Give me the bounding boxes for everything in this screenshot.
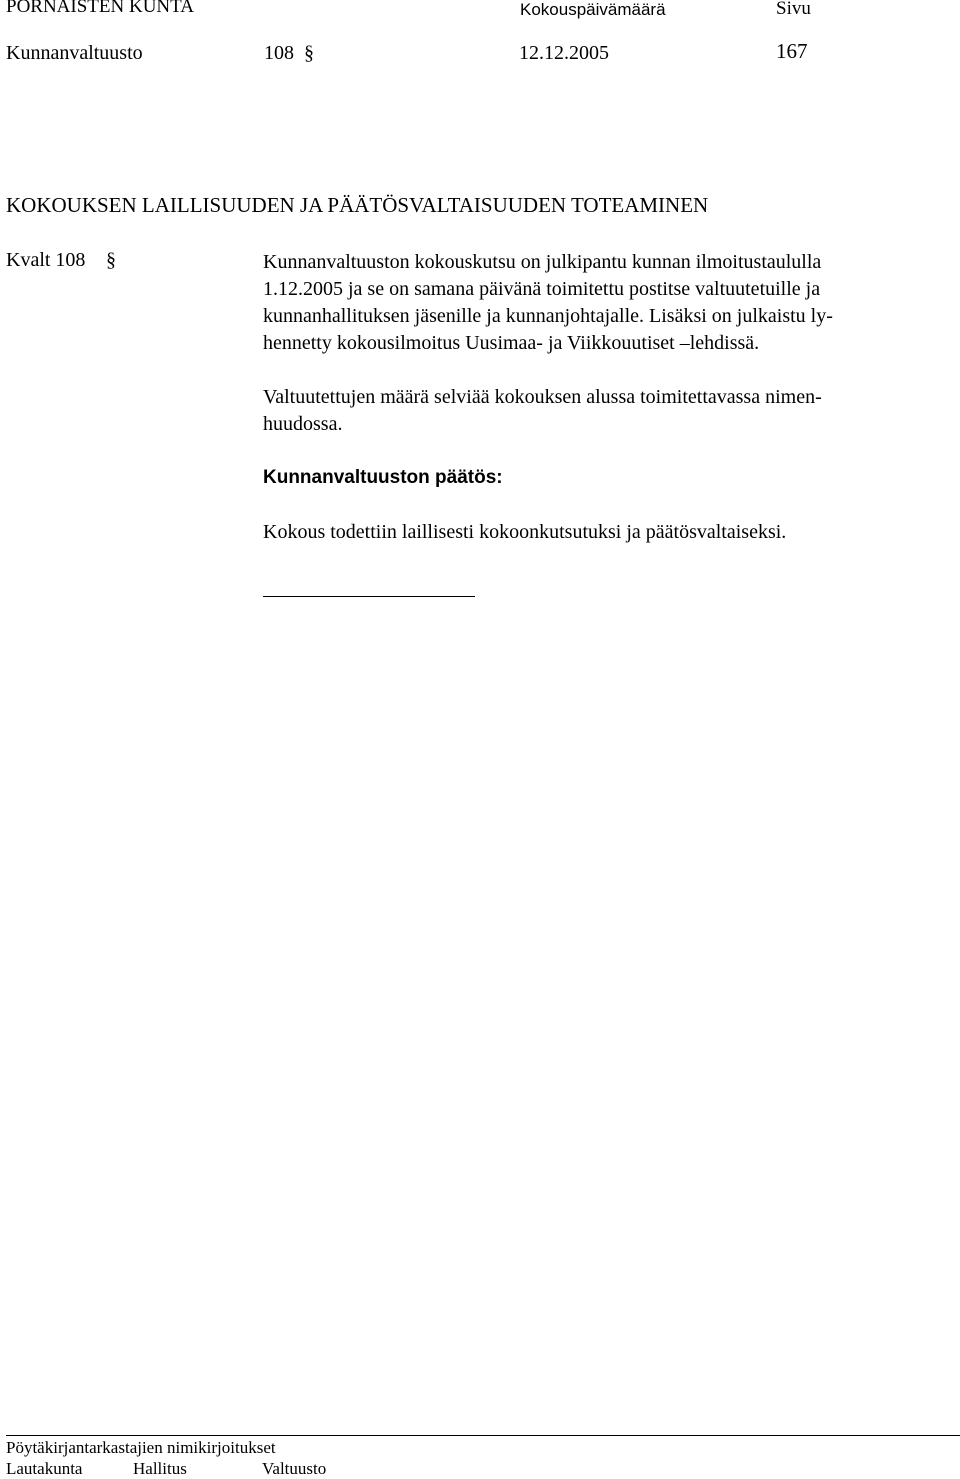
decision-heading: Kunnanvaltuuston päätös: xyxy=(263,467,503,488)
footer-government: Hallitus xyxy=(133,1459,187,1478)
decision-text: Kokous todettiin laillisesti kokoonkutsutuksi ja päätösvaltaiseksi. xyxy=(263,521,787,543)
item-reference: Kvalt 108 xyxy=(6,249,86,271)
paragraph-attendance xyxy=(263,384,822,438)
paragraph-notice xyxy=(263,249,833,357)
paragraph-line: hennetty kokousilmoitus Uusimaa- ja Viikkouutiset –lehdissä. xyxy=(263,332,760,354)
signatures-label: Pöytäkirjantarkastajien nimikirjoitukset xyxy=(6,1438,276,1457)
meeting-body: Kunnanvaltuusto xyxy=(6,42,143,64)
meeting-date: 12.12.2005 xyxy=(519,42,609,64)
item-section-symbol: § xyxy=(106,249,116,271)
paragraph-line: 1.12.2005 ja se on samana päivänä toimitettu postitse valtuutetuille ja xyxy=(263,278,821,300)
page-title: KOKOUKSEN LAILLISUUDEN JA PÄÄTÖSVALTAISUUDEN TOTEAMINEN xyxy=(6,193,709,217)
date-label: Kokouspäivämäärä xyxy=(520,0,666,19)
page-number: 167 xyxy=(776,39,808,63)
page-label: Sivu xyxy=(776,0,811,19)
footer-divider xyxy=(6,1435,960,1436)
footer-board: Lautakunta xyxy=(6,1459,83,1478)
end-divider xyxy=(263,596,475,597)
paragraph-line: Kunnanvaltuuston kokouskutsu on julkipantu kunnan ilmoitustaululla xyxy=(263,251,822,273)
municipality-name: PORNAISTEN KUNTA xyxy=(6,0,194,17)
footer-council: Valtuusto xyxy=(262,1459,327,1478)
paragraph-line: huudossa. xyxy=(263,413,343,435)
section-symbol: § xyxy=(304,42,314,64)
paragraph-line: kunnanhallituksen jäsenille ja kunnanjohtajalle. Lisäksi on julkaistu ly- xyxy=(263,305,833,327)
section-number: 108 xyxy=(264,42,294,64)
paragraph-line: Valtuutettujen määrä selviää kokouksen alussa toimitettavassa nimen- xyxy=(263,386,822,408)
